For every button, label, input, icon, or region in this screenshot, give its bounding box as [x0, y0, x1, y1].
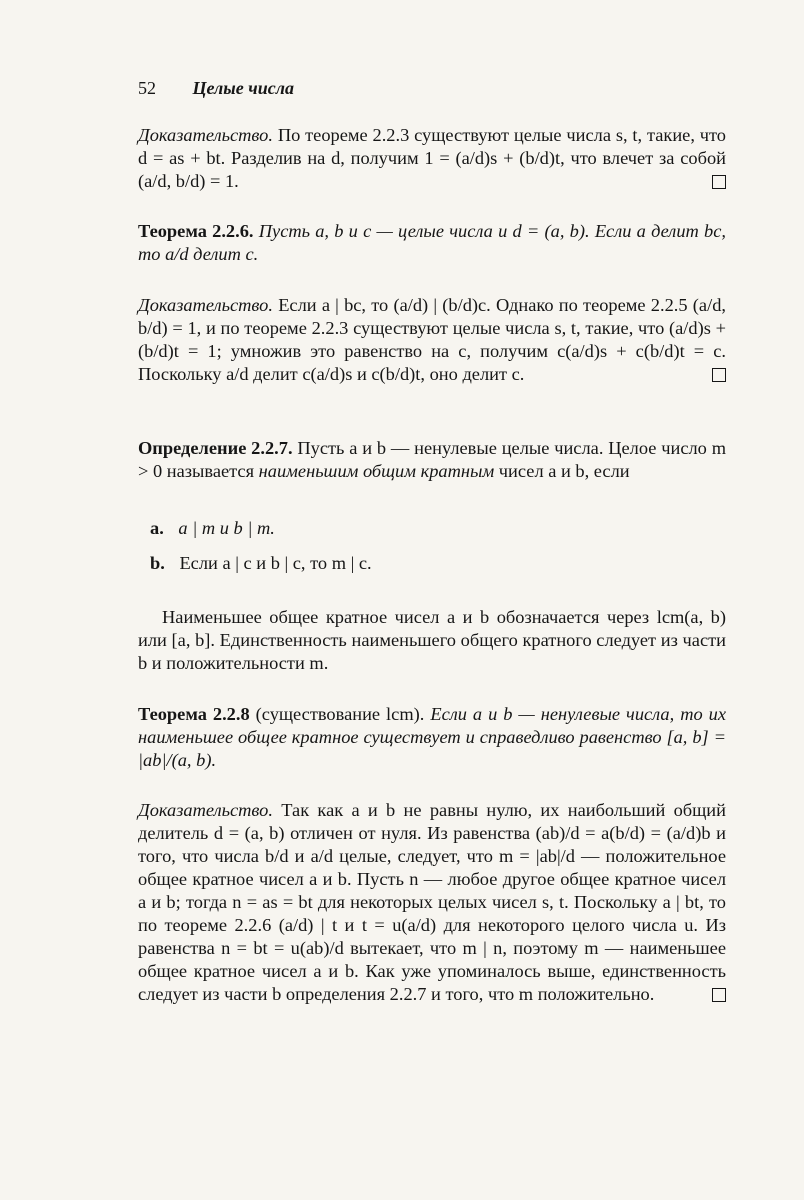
theorem-2-2-6: [138, 220, 726, 266]
page-header: [138, 78, 294, 99]
item-label: a.: [150, 518, 164, 538]
proof-text: Если a | bc, то (a/d) | (b/d)c. Однако по теореме 2.2.5 (a/d, b/d) = 1, и по теореме 2.2.3 существуют целые числа s, t, такие, что (a/d)s + (b/d)t = 1; умножив это равенство на c, получим c(a/d)s + c(b/d)t = c. Поскольку a/d делит c(a/d)s и c(b/d)t, оно делит c.: [138, 295, 726, 384]
theorem-text: Если a и b — ненулевые числа, то их наименьшее общее кратное существует и справедливо равенство [a, b] = |ab|/(a, b).: [138, 704, 726, 770]
item-text: a | m и b | m.: [178, 518, 275, 538]
remark-text: Наименьшее общее кратное чисел a и b обозначается через lcm(a, b) или [a, b]. Единственность наименьшего общего кратного следует из части b и положительности m.: [138, 607, 727, 673]
definition-2-2-7: [138, 437, 726, 483]
proof-label: Доказательство.: [138, 800, 273, 820]
definition-item-a: [150, 518, 275, 539]
proof-block-1: [138, 124, 726, 193]
theorem-2-2-8: [138, 703, 726, 772]
definition-term: наименьшим общим кратным: [258, 461, 495, 481]
theorem-text: Пусть a, b и c — целые числа и d = (a, b). Если a делит bc, то a/d делит c.: [138, 221, 726, 264]
qed-box-icon: [712, 988, 726, 1002]
theorem-label: Теорема 2.2.6.: [138, 221, 254, 241]
page-number: 52: [138, 78, 156, 98]
proof-label: Доказательство.: [138, 125, 273, 145]
remark-paragraph: [138, 606, 726, 675]
proof-block-3: [138, 799, 726, 1006]
qed-box-icon: [712, 175, 726, 189]
qed-box-icon: [712, 368, 726, 382]
proof-text: По теореме 2.2.3 существуют целые числа s, t, такие, что d = as + bt. Разделив на d, получим 1 = (a/d)s + (b/d)t, что влечет за собой (a/d, b/d) = 1.: [138, 125, 726, 191]
definition-label: Определение 2.2.7.: [138, 438, 293, 458]
definition-text-before: Пусть a и b — ненулевые целые числа. Целое число m > 0 называется: [138, 438, 726, 481]
definition-text-after: чисел a и b, если: [498, 461, 630, 481]
proof-label: Доказательство.: [138, 295, 273, 315]
item-label: b.: [150, 553, 165, 573]
running-title: Целые числа: [192, 78, 294, 98]
definition-item-b: [150, 553, 372, 574]
proof-block-2: [138, 294, 726, 386]
proof-text: Так как a и b не равны нулю, их наибольший общий делитель d = (a, b) отличен от нуля. Из равенства (ab)/d = a(b/d) = (a/d)b и того, что числа b/d и a/d целые, следует, что m = |ab|/d — положительное общее кратное чисел a и b. Пусть n — любое другое общее кратное чисел a и b; тогда n = as = bt для некоторых целых чисел s, t. Поскольку a | bt, то по теореме 2.2.6 (a/d) | t и t = u(a/d) для некоторого целого числа u. Из равенства n = bt = u(ab)/d вытекает, что m | n, поэтому m — наименьшее общее кратное чисел a и b. Как уже упоминалось выше, единственность следует из части b определения 2.2.7 и того, что m положительно.: [138, 800, 726, 1004]
theorem-paren: (существование lcm).: [255, 704, 425, 724]
item-text: Если a | c и b | c, то m | c.: [179, 553, 372, 573]
theorem-label: Теорема 2.2.8: [138, 704, 250, 724]
